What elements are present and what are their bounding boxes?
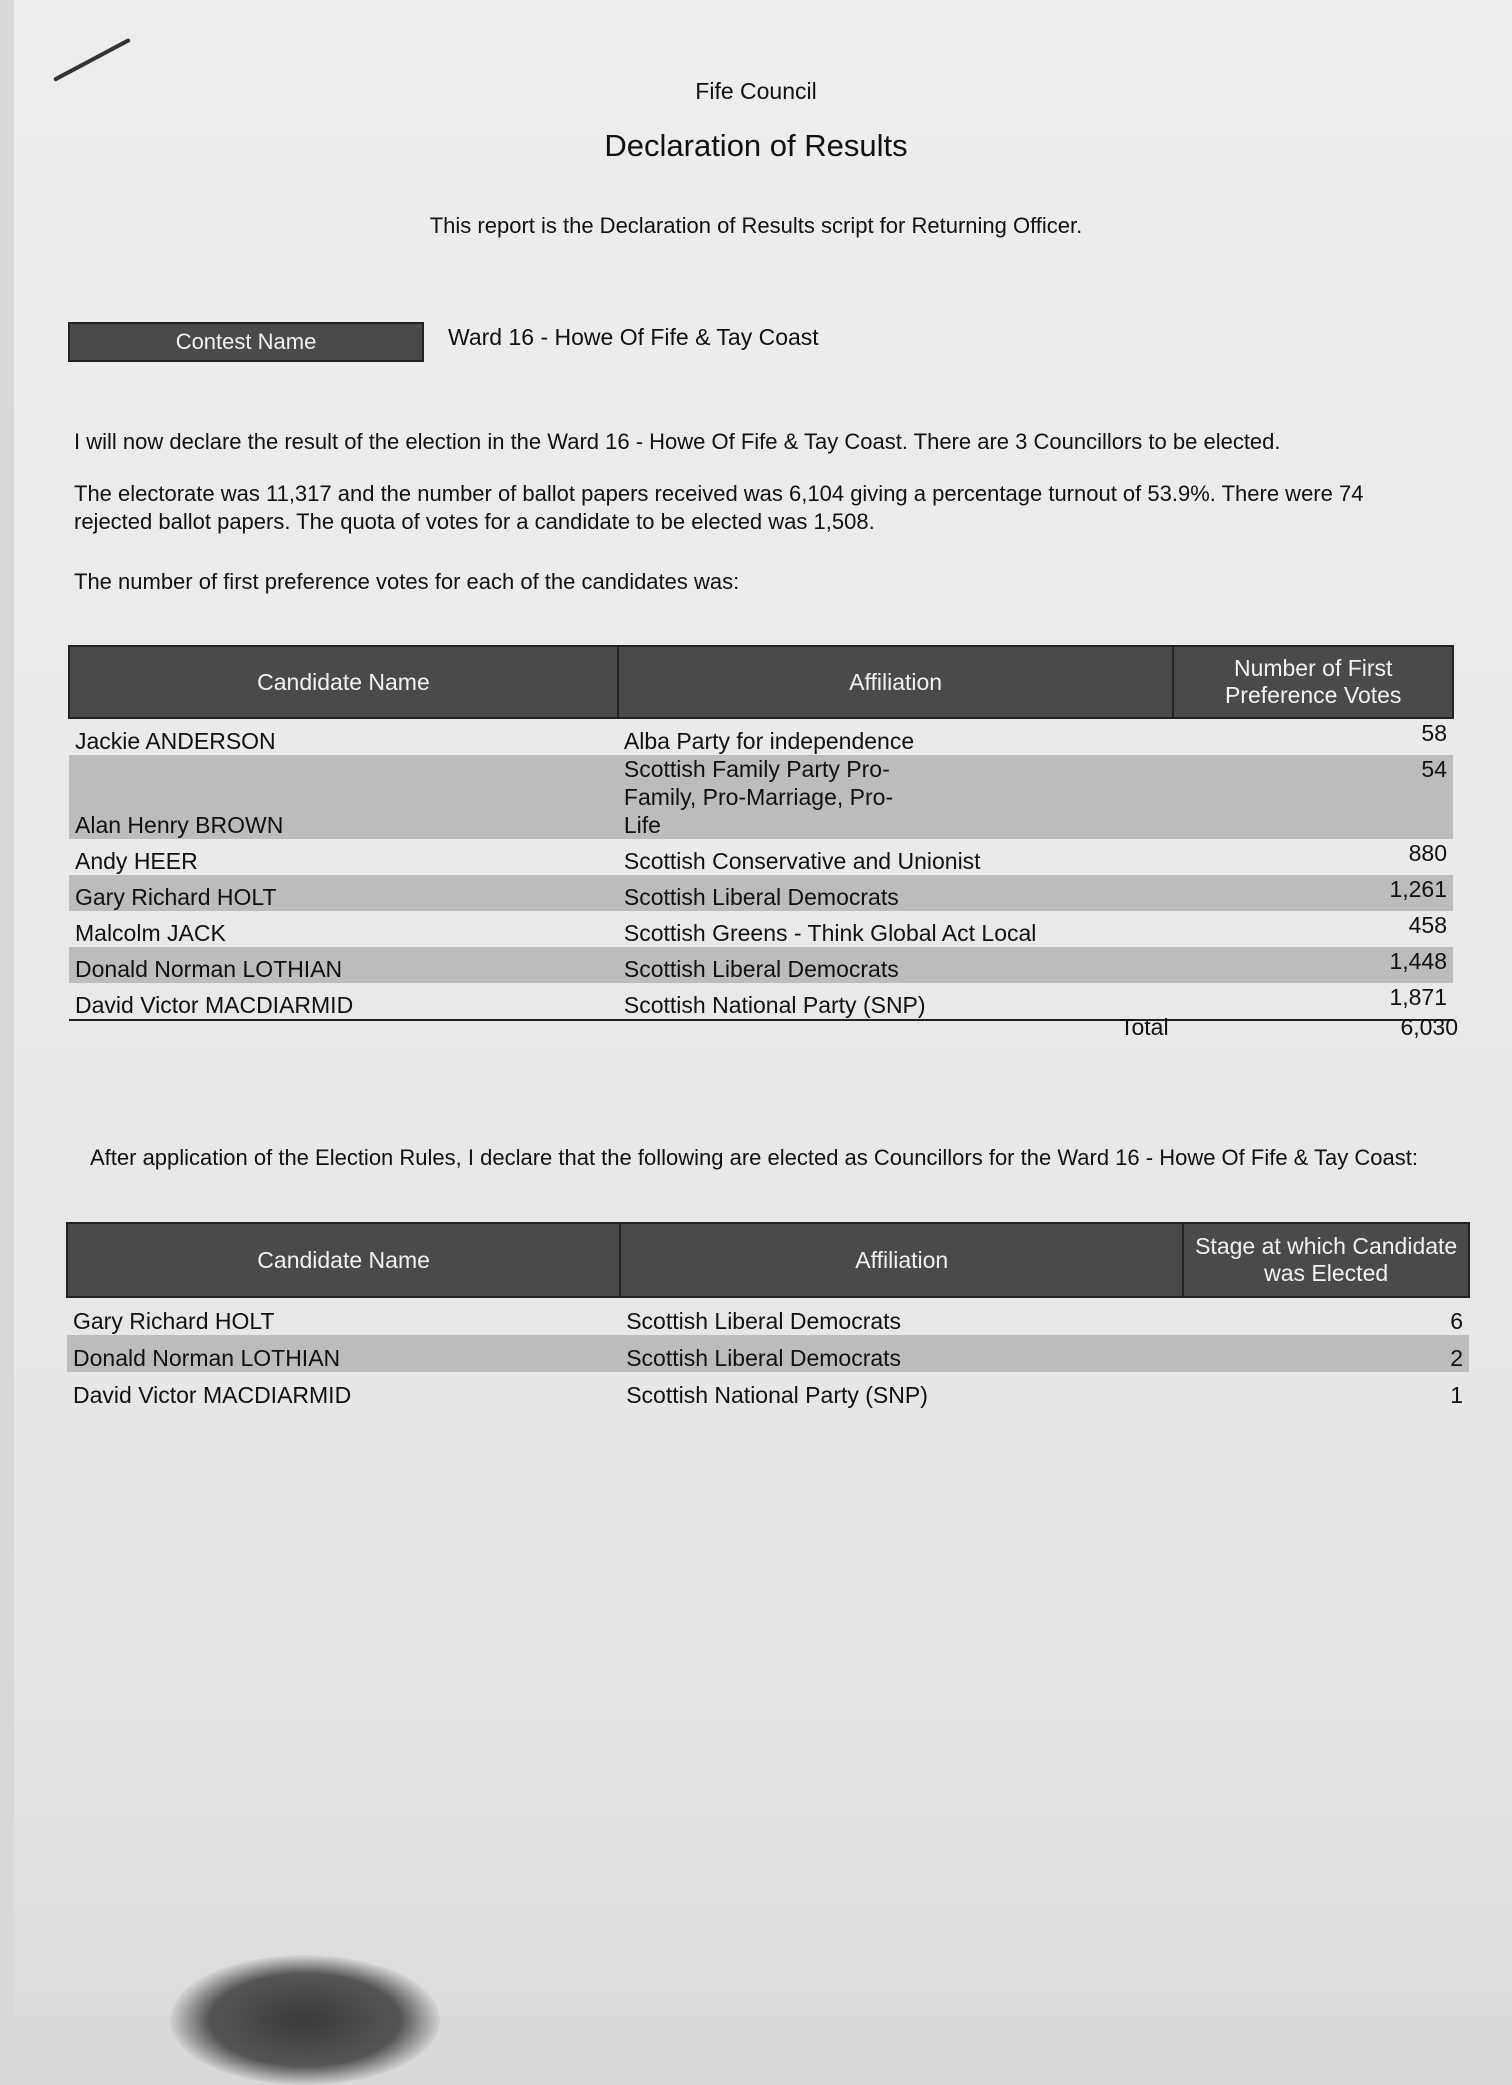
table-row bbox=[69, 983, 1453, 1020]
total-value: 6,030 bbox=[1400, 1014, 1458, 1040]
elected-affiliation: Scottish Liberal Democrats bbox=[626, 1308, 902, 1334]
elected-affiliation: Scottish National Party (SNP) bbox=[626, 1382, 928, 1408]
candidate-affiliation: Scottish Family Party Pro-Family, Pro-Marriage, Pro-Life bbox=[618, 755, 1174, 839]
candidate-votes: 880 bbox=[1408, 840, 1447, 866]
candidate-name: Alan Henry BROWN bbox=[69, 755, 618, 839]
elected-name: Donald Norman LOTHIAN bbox=[67, 1335, 620, 1372]
candidate-affiliation: Scottish Liberal Democrats bbox=[618, 947, 1174, 983]
table-row bbox=[69, 947, 1453, 983]
candidate-affiliation: Scottish Liberal Democrats bbox=[618, 875, 1174, 911]
column-header-candidate: Candidate Name bbox=[69, 646, 618, 718]
candidate-votes: 1,871 bbox=[1173, 983, 1453, 1020]
table-row bbox=[67, 1372, 1469, 1409]
candidate-votes: 58 bbox=[1421, 720, 1447, 746]
elected-name: Gary Richard HOLT bbox=[73, 1308, 275, 1334]
declare-paragraph: I will now declare the result of the election in the Ward 16 - Howe Of Fife & Tay Coast. There are 3 Councillors to be elected. bbox=[74, 429, 1281, 454]
elected-affiliation: Scottish Liberal Democrats bbox=[620, 1335, 1183, 1372]
elected-stage: 6 bbox=[1450, 1308, 1463, 1334]
first-preference-table bbox=[68, 645, 1454, 1021]
elected-table bbox=[66, 1222, 1470, 1409]
council-name: Fife Council bbox=[695, 78, 817, 104]
candidate-affiliation: Scottish Conservative and Unionist bbox=[623, 848, 981, 874]
column-header-candidate: Candidate Name bbox=[67, 1223, 620, 1297]
candidate-name: Malcolm JACK bbox=[75, 920, 226, 946]
table-row bbox=[69, 875, 1453, 911]
table-row bbox=[67, 1335, 1469, 1372]
candidate-votes: 54 bbox=[1173, 755, 1453, 839]
column-header-affiliation: Affiliation bbox=[620, 1223, 1183, 1297]
elected-stage: 1 bbox=[1450, 1382, 1463, 1408]
table-row bbox=[69, 755, 1453, 839]
candidate-name: Jackie ANDERSON bbox=[75, 728, 276, 754]
table-header-row bbox=[67, 1223, 1469, 1297]
finger-shadow bbox=[170, 1955, 440, 2085]
candidate-name: Donald Norman LOTHIAN bbox=[69, 947, 618, 983]
contest-name-label: Contest Name bbox=[68, 322, 424, 362]
table-row bbox=[67, 1297, 1469, 1335]
intro-text: This report is the Declaration of Results script for Returning Officer. bbox=[429, 213, 1083, 238]
column-header-affiliation: Affiliation bbox=[618, 646, 1174, 718]
column-header-stage: Stage at which Candidate was Elected bbox=[1183, 1223, 1469, 1297]
candidate-votes: 458 bbox=[1408, 912, 1447, 938]
candidate-name: Andy HEER bbox=[75, 848, 198, 874]
table-row bbox=[69, 839, 1453, 875]
table-row bbox=[69, 911, 1453, 947]
first-preference-intro: The number of first preference votes for each of the candidates was: bbox=[74, 569, 740, 594]
contest-name-value: Ward 16 - Howe Of Fife & Tay Coast bbox=[448, 324, 819, 350]
elected-name: David Victor MACDIARMID bbox=[73, 1382, 352, 1408]
pen-mark bbox=[53, 38, 131, 82]
candidate-name: David Victor MACDIARMID bbox=[69, 983, 618, 1020]
total-label: Total bbox=[1120, 1014, 1169, 1040]
candidate-affiliation: Alba Party for independence bbox=[623, 728, 915, 754]
candidate-affiliation: Scottish Greens - Think Global Act Local bbox=[623, 920, 1037, 946]
candidate-votes: 1,261 bbox=[1173, 875, 1453, 911]
candidate-name: Gary Richard HOLT bbox=[69, 875, 618, 911]
page-title: Declaration of Results bbox=[604, 128, 908, 163]
elected-intro: After application of the Election Rules, I declare that the following are elected as Councillors for the Ward 16 - Howe Of Fife & Tay Coast: bbox=[90, 1145, 1418, 1170]
table-header-row bbox=[69, 646, 1453, 718]
elected-stage: 2 bbox=[1183, 1335, 1469, 1372]
table-row bbox=[69, 718, 1453, 755]
electorate-paragraph: The electorate was 11,317 and the number of ballot papers received was 6,104 giving a percentage turnout of 53.9%. There were 74 rejected ballot papers. The quota of votes for a candidate to be elected was 1,508. bbox=[74, 481, 1364, 534]
column-header-votes: Number of First Preference Votes bbox=[1173, 646, 1453, 718]
candidate-votes: 1,448 bbox=[1173, 947, 1453, 983]
candidate-affiliation: Scottish National Party (SNP) bbox=[618, 983, 1174, 1020]
